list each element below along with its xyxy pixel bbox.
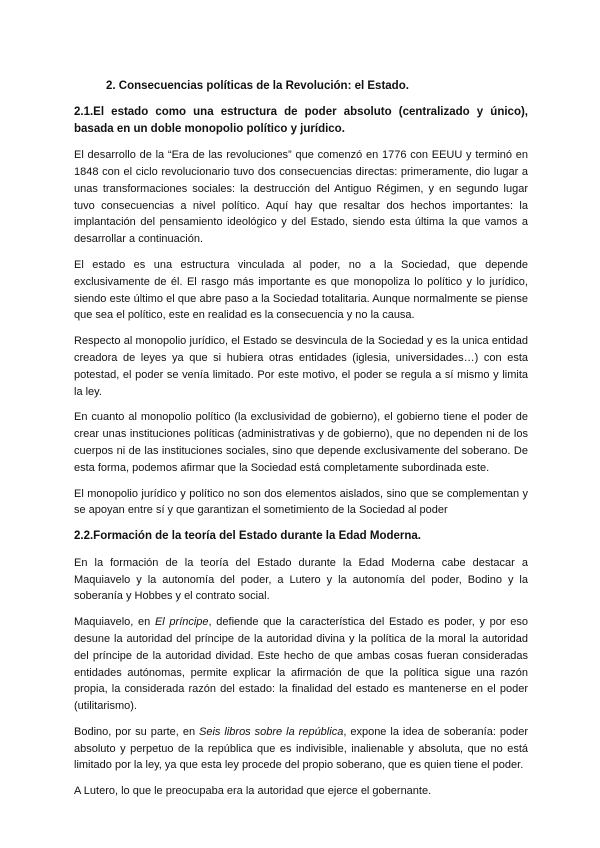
- section-title: 2. Consecuencias políticas de la Revolución: el Estado.: [106, 80, 409, 92]
- paragraph: En la formación de la teoría del Estado durante la Edad Moderna cabe destacar a Maquiavelo y la autonomía del poder, a Lutero y la autonomía del poder, Bodino y la soberanía y Hobbes y el contrato social.: [74, 556, 528, 603]
- paragraph-maquiavelo: [74, 614, 528, 715]
- paragraph: A Lutero, lo que le preocupaba era la autoridad que ejerce el gobernante.: [74, 785, 432, 798]
- paragraph: Respecto al monopolio jurídico, el Estado se desvincula de la Sociedad y es la unica entidad creadora de leyes ya que si hubiera otras entidades (iglesia, universidades…) con esta potestad, el poder se venía limitado. Por este motivo, el poder se regula a sí mismo y limita la ley.: [74, 335, 528, 398]
- document-body: [74, 78, 528, 809]
- text-run: Bodino, por su parte, en: [74, 725, 200, 738]
- paragraph: El monopolio jurídico y político no son dos elementos aislados, sino que se complementan y se apoyan entre sí y que garantizan el sometimiento de la Sociedad al poder: [74, 487, 528, 517]
- text-run: Maquiavelo, en: [74, 616, 155, 629]
- subsection-heading-2-1: 2.1.El estado como una estructura de poder absoluto (centralizado y único), basada en un doble monopolio político y jurídico.: [74, 106, 528, 135]
- paragraph: En cuanto al monopolio político (la exclusividad de gobierno), el gobierno tiene el poder de crear unas instituciones políticas (administrativas y de gobierno), que no dependen ni de los cuerpos ni de las instituciones sociales, sino que depende exclusivamente del soberano. De esta forma, podemos afirmar que la Sociedad está completamente subordinada este.: [74, 411, 528, 474]
- text-run: , defiende que la característica del Estado es poder, y por eso desune la autoridad del príncipe de la autoridad divina y la política de la moral la autoridad del príncipe de la autoridad dividad. Este hecho de que ambas cosas fueran consideradas entidades autónomas, permite explicar la afirmación de que la política sigue una razón propia, la considerada razón del estado: la finalidad del estado es mantenerse en el poder (utilitarismo).: [74, 616, 528, 713]
- subsection-heading-2-2: 2.2.Formación de la teoría del Estado durante la Edad Moderna.: [74, 530, 421, 543]
- paragraph-bodino: [74, 724, 528, 774]
- book-title: Seis libros sobre la república: [199, 725, 344, 738]
- text-run: , expone la idea de soberanía: poder absoluto y perpetuo de la república que es indivisible, inalienable y absoluta, que no está limitado por la ley, ya que esta ley procede del propio soberano, que es quien tiene el poder.: [74, 725, 528, 772]
- paragraph: El desarrollo de la “Era de las revoluciones” que comenzó en 1776 con EEUU y terminó en 1848 con el ciclo revolucionario tuvo dos consecuencias directas: primeramente, dio lugar a unas transformaciones sociales: la destrucción del Antiguo Régimen, y en segundo lugar tuvo consecuencias a nivel político. Aquí hay que resaltar dos hechos importantes: la implantación del pensamiento ideológico y del Estado, siendo esta última la que vamos a desarrollar a continuación.: [74, 149, 528, 246]
- paragraph: El estado es una estructura vinculada al poder, no a la Sociedad, que depende exclusivamente de él. El rasgo más importante es que monopoliza lo político y lo jurídico, siendo este último el que abre paso a la Sociedad totalitaria. Aunque normalmente se piense que sea el político, este en realidad es la consecuencia y no la causa.: [74, 258, 528, 322]
- book-title: El príncipe: [154, 616, 209, 629]
